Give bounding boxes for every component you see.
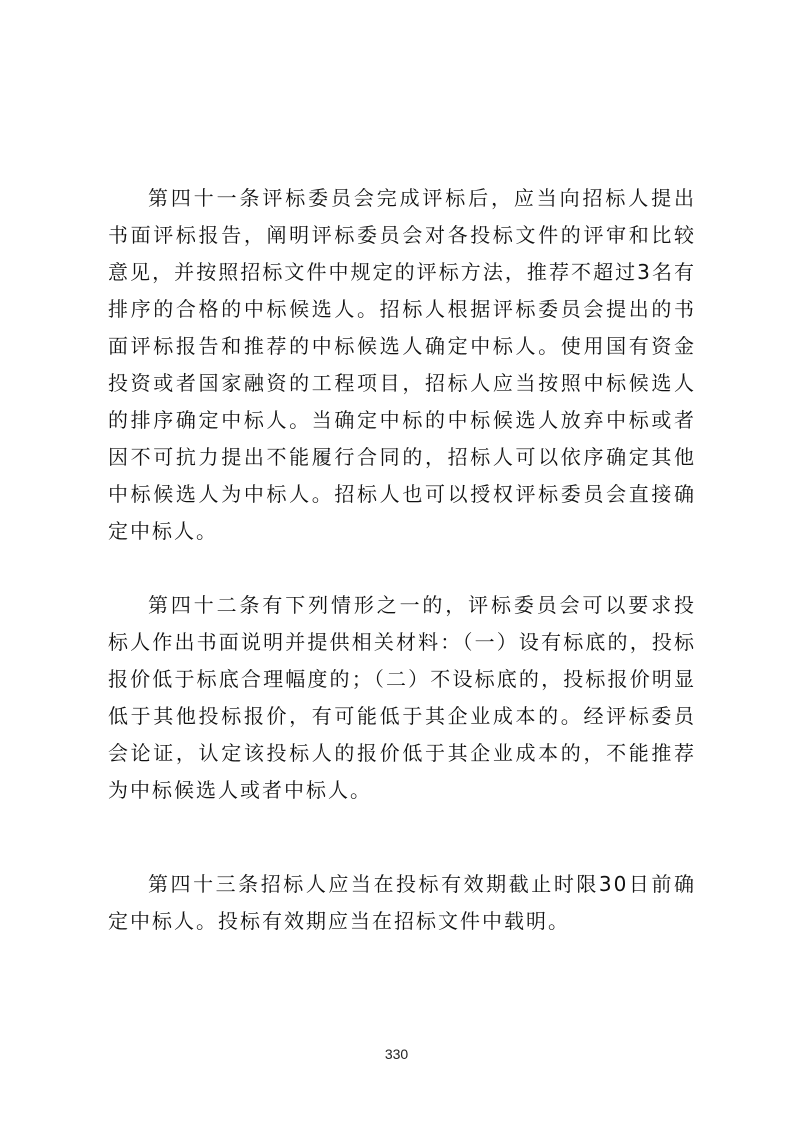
page-number: 330 — [384, 1046, 409, 1062]
article-42-paragraph: 第四十二条有下列情形之一的，评标委员会可以要求投标人作出书面说明并提供相关材料：（一）设有标底的，投标报价低于标底合理幅度的；（二）不设标底的，投标报价明显低于其他投标报价，有可能低于其企业成本的。经评标委员会论证，认定该投标人的报价低于其企业成本的，不能推荐为中标候选人或者中标人。 — [108, 593, 696, 802]
article-41-paragraph: 第四十一条评标委员会完成评标后，应当向招标人提出书面评标报告，阐明评标委员会对各投标文件的评审和比较意见，并按照招标文件中规定的评标方法，推荐不超过3名有排序的合格的中标候选人。招标人根据评标委员会提出的书面评标报告和推荐的中标候选人确定中标人。使用国有资金投资或者国家融资的工程项目，招标人应当按照中标候选人的排序确定中标人。当确定中标的中标候选人放弃中标或者因不可抗力提出不能履行合同的，招标人可以依序确定其他中标候选人为中标人。招标人也可以授权评标委员会直接确定中标人。 — [108, 186, 696, 543]
article-43-paragraph: 第四十三条招标人应当在投标有效期截止时限30日前确定中标人。投标有效期应当在招标文件中载明。 — [108, 872, 696, 933]
